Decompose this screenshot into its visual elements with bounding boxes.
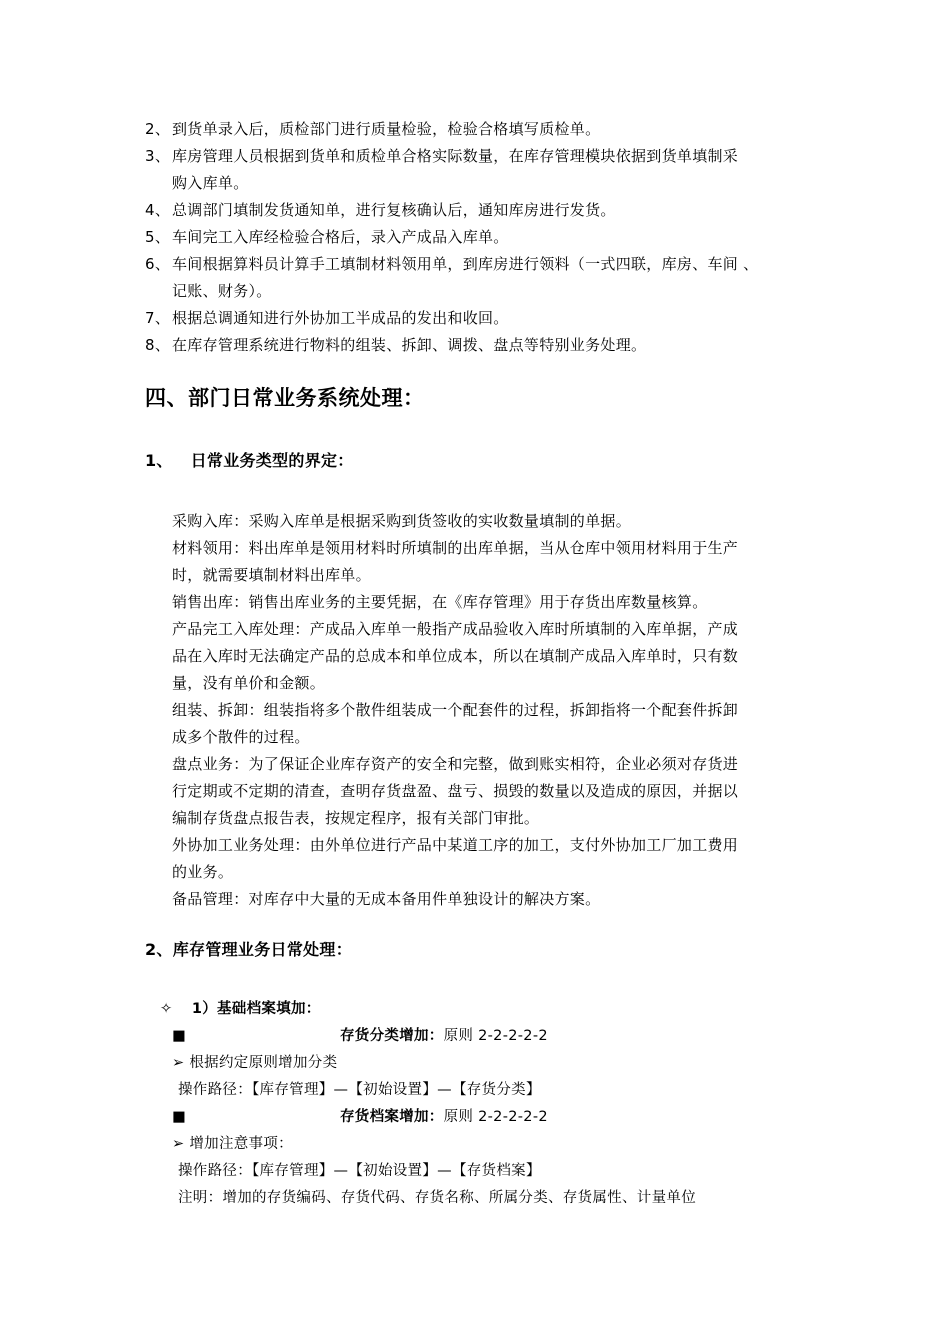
- paragraph-line: 外协加工业务处理：由外单位进行产品中某道工序的加工，支付外协加工厂加工费用: [172, 836, 739, 854]
- list-text: 库房管理人员根据到货单和质检单合格实际数量，在库存管理模块依据到货单填制采: [172, 147, 739, 165]
- paragraph-line: 行定期或不定期的清查，查明存货盘盈、盘亏、损毁的数量以及造成的原因，并据以: [172, 782, 739, 800]
- list-number: 3、: [145, 147, 171, 165]
- note-text: 根据约定原则增加分类: [189, 1055, 338, 1071]
- list-text: 记账、财务）。: [172, 282, 272, 300]
- paragraph-line: 备品管理：对库存中大量的无成本备用件单独设计的解决方案。: [172, 890, 601, 908]
- subsection-number: 1、: [145, 451, 173, 470]
- list-text: 在库存管理系统进行物料的组装、拆卸、调拨、盘点等特别业务处理。: [172, 336, 647, 354]
- square-bullet-icon: ■: [172, 1028, 186, 1044]
- arrow-bullet-icon: ➢: [172, 1055, 185, 1071]
- sub-item-heading: [160, 996, 321, 1023]
- square-bullet-icon: ■: [172, 1109, 186, 1125]
- paragraph-line: 成多个散件的过程。: [172, 728, 310, 746]
- record-item: [340, 1104, 548, 1131]
- diamond-bullet-icon: ✧: [160, 1001, 173, 1017]
- list-text: 车间根据算料员计算手工填制材料领用单，到库房进行领料（一式四联，库房、车间 、: [172, 255, 759, 273]
- operation-path: 操作路径：【库存管理】—【初始设置】—【存货分类】: [178, 1082, 541, 1098]
- note-line: [172, 1050, 337, 1077]
- record-rule: 原则 2-2-2-2-2: [443, 1109, 548, 1125]
- paragraph-line: 采购入库：采购入库单是根据采购到货签收的实收数量填制的单据。: [172, 512, 632, 530]
- list-number: 2、: [145, 120, 171, 138]
- paragraph-line: 材料领用：料出库单是领用材料时所填制的出库单据，当从仓库中领用材料用于生产: [172, 539, 739, 557]
- paragraph-line: 产品完工入库处理：产成品入库单一般指产成品验收入库时所填制的入库单据，产成: [172, 620, 739, 638]
- paragraph-line: 的业务。: [172, 863, 234, 881]
- process-list: [0, 116, 950, 366]
- subsection-title: 日常业务类型的界定：: [190, 451, 354, 470]
- list-text: 到货单录入后，质检部门进行质量检验，检验合格填写质检单。: [172, 120, 601, 138]
- list-text: 购入库单。: [172, 174, 249, 192]
- subsection-heading: [145, 448, 354, 471]
- record-item: [340, 1023, 548, 1050]
- paragraph-line: 销售出库：销售出库业务的主要凭据，在《库存管理》用于存货出库数量核算。: [172, 593, 708, 611]
- paragraph-line: 时，就需要填制材料出库单。: [172, 566, 371, 584]
- record-label: 存货分类增加：: [340, 1028, 444, 1044]
- list-number: 4、: [145, 201, 171, 219]
- subsection-heading: 2、库存管理业务日常处理：: [145, 940, 353, 959]
- operation-path: 操作路径：【库存管理】—【初始设置】—【存货档案】: [178, 1163, 541, 1179]
- paragraph-line: 量，没有单价和金额。: [172, 674, 326, 692]
- note-text: 增加注意事项：: [189, 1136, 293, 1152]
- list-number: 5、: [145, 228, 171, 246]
- list-number: 8、: [145, 336, 171, 354]
- note-line: [172, 1131, 293, 1158]
- definitions: [172, 508, 738, 913]
- paragraph-line: 品在入库时无法确定产品的总成本和单位成本，所以在填制产成品入库单时，只有数: [172, 647, 739, 665]
- list-text: 根据总调通知进行外协加工半成品的发出和收回。: [172, 309, 509, 327]
- sub-item-title: 1）基础档案填加：: [191, 1001, 321, 1017]
- section-heading: 四、部门日常业务系统处理：: [145, 386, 425, 410]
- arrow-bullet-icon: ➢: [172, 1136, 185, 1152]
- record-label: 存货档案增加：: [340, 1109, 444, 1125]
- list-text: 车间完工入库经检验合格后，录入产成品入库单。: [172, 228, 509, 246]
- paragraph-line: 盘点业务：为了保证企业库存资产的安全和完整，做到账实相符，企业必须对存货进: [172, 755, 739, 773]
- paragraph-line: 编制存货盘点报告表，按规定程序，报有关部门审批。: [172, 809, 540, 827]
- list-number: 6、: [145, 255, 171, 273]
- list-number: 7、: [145, 309, 171, 327]
- paragraph-line: 组装、拆卸：组装指将多个散件组装成一个配套件的过程，拆卸指将一个配套件拆卸: [172, 701, 739, 719]
- list-text: 总调部门填制发货通知单，进行复核确认后，通知库房进行发货。: [172, 201, 616, 219]
- record-rule: 原则 2-2-2-2-2: [443, 1028, 548, 1044]
- remark-text: 注明：增加的存货编码、存货代码、存货名称、所属分类、存货属性、计量单位: [178, 1190, 696, 1206]
